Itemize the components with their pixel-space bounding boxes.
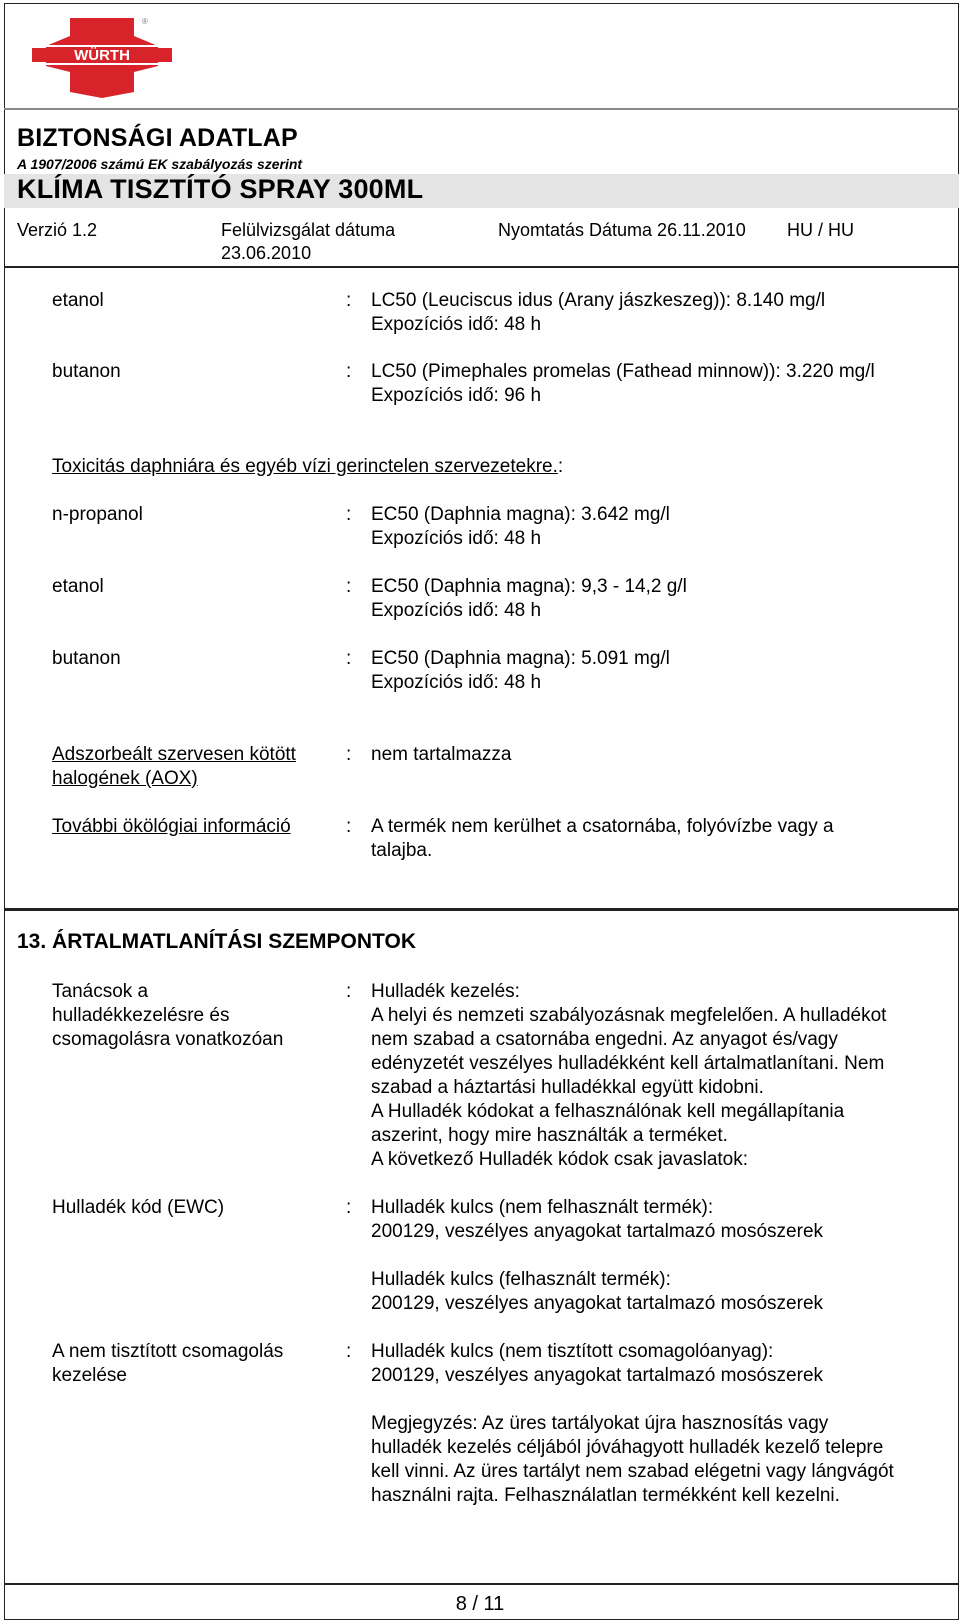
fish-value-butanon: LC50 (Pimephales promelas (Fathead minnow)): 3.220 mg/l	[371, 361, 875, 382]
fish-label-butanon: butanon	[52, 361, 121, 382]
advice-label-line3: csomagolásra vonatkozóan	[52, 1029, 284, 1050]
language: HU / HU	[787, 220, 854, 240]
packaging-code: 200129, veszélyes anyagokat tartalmazó mosószerek	[371, 1365, 824, 1386]
ewc-label: Hulladék kód (EWC)	[52, 1197, 225, 1218]
section-13-title: 13. ÁRTALMATLANÍTÁSI SZEMPONTOK	[17, 930, 416, 953]
colon: :	[346, 981, 352, 1002]
colon: :	[346, 1197, 352, 1218]
colon: :	[346, 290, 352, 311]
colon: :	[346, 361, 352, 382]
advice-label-line2: hulladékkezelésre és	[52, 1005, 230, 1026]
eco-label: További ökölógiai információ	[52, 816, 291, 837]
page-number: 8 / 11	[455, 1593, 505, 1615]
packaging-key: Hulladék kulcs (nem tisztított csomagolóanyag):	[371, 1341, 774, 1362]
daphnia-exposure-etanol: Expozíciós idő: 48 h	[371, 600, 542, 621]
colon: :	[346, 1341, 352, 1362]
fish-exposure-butanon: Expozíciós idő: 96 h	[371, 385, 542, 406]
colon: :	[346, 648, 352, 669]
header-bottom-rule	[4, 266, 959, 268]
daphnia-value-butanon: EC50 (Daphnia magna): 5.091 mg/l	[371, 648, 670, 669]
fish-exposure-etanol: Expozíciós idő: 48 h	[371, 314, 542, 335]
aox-label: Adszorbeált szervesen kötött	[52, 744, 296, 765]
eco-value-line2: talajba.	[371, 840, 433, 861]
ewc-unused-key: Hulladék kulcs (nem felhasznált termék):	[371, 1197, 714, 1218]
version: Verzió 1.2	[17, 220, 98, 240]
revision-label: Felülvizsgálat dátuma	[221, 220, 396, 240]
advice-text-line4: edényzetét veszélyes hulladékként kell ártalmatlanítani. Nem	[371, 1053, 885, 1074]
packaging-note-line3: kell vinni. Az üres tartályt nem szabad elégetni vagy lángvágót	[371, 1461, 894, 1482]
fish-label-etanol: etanol	[52, 290, 104, 311]
svg-text:®: ®	[142, 17, 148, 26]
footer-divider	[4, 1583, 959, 1585]
daphnia-value-etanol: EC50 (Daphnia magna): 9,3 - 14,2 g/l	[371, 576, 687, 597]
advice-label: Tanácsok a	[52, 981, 149, 1002]
aox-label-line2: halogének (AOX)	[52, 768, 198, 789]
fish-value-etanol: LC50 (Leuciscus idus (Arany jászkeszeg)): 8.140 mg/l	[371, 290, 826, 311]
advice-text-line8: A következő Hulladék kódok csak javaslatok:	[371, 1149, 749, 1170]
packaging-note-line1: Megjegyzés: Az üres tartályokat újra hasznosítás vagy	[371, 1413, 829, 1434]
ewc-used-code: 200129, veszélyes anyagokat tartalmazó mosószerek	[371, 1293, 824, 1314]
product-name: KLÍMA TISZTÍTÓ SPRAY 300ML	[17, 174, 424, 204]
packaging-label-line2: kezelése	[52, 1365, 127, 1386]
advice-text-line6: A Hulladék kódokat a felhasználónak kell megállapítania	[371, 1101, 845, 1122]
aox-value: nem tartalmazza	[371, 744, 512, 765]
advice-text-line2: A helyi és nemzeti szabályozásnak megfelelően. A hulladékot	[371, 1005, 887, 1026]
packaging-label: A nem tisztított csomagolás	[52, 1341, 284, 1362]
daphnia-label-etanol: etanol	[52, 576, 104, 597]
advice-text-line1: Hulladék kezelés:	[371, 981, 520, 1002]
daphnia-label-butanon: butanon	[52, 648, 121, 669]
revision-date: 23.06.2010	[221, 243, 312, 263]
daphnia-value-npropanol: EC50 (Daphnia magna): 3.642 mg/l	[371, 504, 670, 525]
section-divider	[4, 908, 959, 911]
ewc-used-key: Hulladék kulcs (felhasznált termék):	[371, 1269, 671, 1290]
colon: :	[346, 744, 352, 765]
colon: :	[346, 576, 352, 597]
colon: :	[346, 504, 352, 525]
print-date: Nyomtatás Dátuma 26.11.2010	[498, 220, 746, 240]
header-divider	[4, 108, 959, 110]
document-title: BIZTONSÁGI ADATLAP	[17, 124, 298, 152]
colon: :	[346, 816, 352, 837]
eco-value: A termék nem kerülhet a csatornába, folyóvízbe vagy a	[371, 816, 834, 837]
advice-text-line5: szabad a háztartási hulladékkal együtt kidobni.	[371, 1077, 764, 1098]
wurth-logo	[30, 10, 174, 100]
ewc-unused-code: 200129, veszélyes anyagokat tartalmazó mosószerek	[371, 1221, 824, 1242]
daphnia-heading: Toxicitás daphniára és egyéb vízi gerinctelen szervezetekre.:	[52, 456, 564, 477]
daphnia-label-npropanol: n-propanol	[52, 504, 143, 525]
advice-text-line7: aszerint, hogy mire használták a terméket.	[371, 1125, 728, 1146]
advice-text-line3: nem szabad a csatornába engedni. Az anyagot és/vagy	[371, 1029, 838, 1050]
daphnia-exposure-npropanol: Expozíciós idő: 48 h	[371, 528, 542, 549]
svg-text:WÜRTH: WÜRTH	[74, 47, 130, 64]
regulation-subtitle: A 1907/2006 számú EK szabályozás szerint	[17, 156, 303, 172]
packaging-note-line4: használni rajta. Felhasználatlan termékként kell kezelni.	[371, 1485, 840, 1506]
daphnia-exposure-butanon: Expozíciós idő: 48 h	[371, 672, 542, 693]
packaging-note-line2: hulladék kezelés céljából jóváhagyott hulladék kezelő telepre	[371, 1437, 884, 1458]
